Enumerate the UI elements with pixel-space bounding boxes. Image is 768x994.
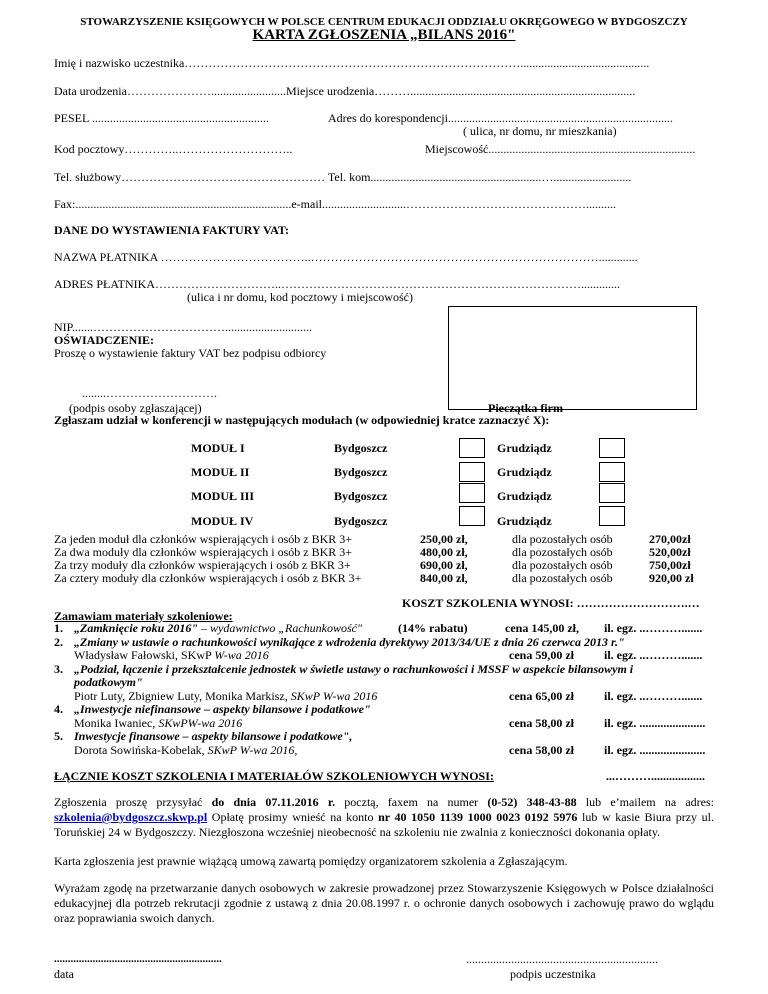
material-price: cena 59,00 zł bbox=[509, 648, 574, 662]
price-other-label: dla pozostałych osób bbox=[512, 532, 613, 546]
material-number: 5. bbox=[54, 729, 63, 743]
payer-address-hint: (ulica i nr domu, kod pocztowy i miejscowość) bbox=[187, 290, 413, 304]
material-number: 4. bbox=[54, 702, 63, 716]
date-line[interactable]: ............................................................. bbox=[54, 953, 222, 965]
price-other: 270,00zł bbox=[649, 532, 691, 546]
material-2-author-line bbox=[74, 648, 269, 662]
material-qty[interactable]: il. egz. ...................... bbox=[604, 716, 706, 730]
material-publisher: W-wa 2016 bbox=[214, 648, 269, 662]
info-text: Opłatę prosimy wnieść na konto bbox=[207, 810, 379, 824]
pesel-field[interactable]: PESEL ........................................................... bbox=[54, 111, 269, 125]
material-qty[interactable]: il. egz. ..………....... bbox=[604, 648, 703, 662]
module-name: MODUŁ I bbox=[191, 441, 245, 455]
material-publisher: SKwP W-wa 2016 bbox=[290, 689, 378, 703]
material-qty[interactable]: il. egz. ..………....... bbox=[604, 621, 703, 635]
material-number: 1. bbox=[54, 621, 63, 635]
fax-email-field[interactable]: Fax:........................................................................e-mail............................……………………………………….......... bbox=[54, 197, 616, 211]
material-author: Monika Iwaniec, bbox=[74, 716, 159, 730]
price-member: 690,00 zł, bbox=[420, 558, 468, 572]
price-label: Za dwa moduły dla członków wspierających i osób z BKR 3+ bbox=[54, 545, 353, 559]
checkbox-module3-bydgoszcz[interactable] bbox=[459, 483, 485, 503]
module-city-grudziadz: Grudziądz bbox=[497, 441, 552, 455]
material-price: cena 58,00 zł bbox=[509, 716, 574, 730]
address-field[interactable]: Adres do korespondencji........................................................................... bbox=[328, 111, 673, 125]
material-qty[interactable]: il. egz. ...................... bbox=[604, 743, 706, 757]
nip-field[interactable]: NIP.......……………………………............................. bbox=[54, 320, 313, 334]
birth-field[interactable]: Data urodzenia………………….........................Miejsce urodzenia………........................................................................... bbox=[54, 84, 636, 98]
checkbox-module4-bydgoszcz[interactable] bbox=[459, 506, 485, 526]
module-name: MODUŁ II bbox=[191, 465, 250, 479]
invoice-heading: DANE DO WYSTAWIENIA FAKTURY VAT: bbox=[54, 223, 289, 237]
material-author: Władysław Fałowski, SKwP bbox=[74, 648, 215, 662]
material-title: „Podział, łączenie i przekształcenie jednostek w świetle ustawy o rachunkowości i MSSF w aspekcie bilansowym i bbox=[74, 662, 634, 676]
bank-account: nr 40 1050 1139 1000 0023 0192 5976 bbox=[378, 810, 578, 824]
material-author: Dorota Sowińska-Kobelak, bbox=[74, 743, 208, 757]
checkbox-module1-bydgoszcz[interactable] bbox=[459, 438, 485, 458]
payer-name-field[interactable]: NAZWA PŁATNIKA ………………………………..………………………………………………………………............. bbox=[54, 250, 638, 264]
material-qty[interactable]: il. egz. ..………....... bbox=[604, 689, 703, 703]
material-publisher: – wydawnictwo „Rachunkowość" bbox=[198, 621, 363, 635]
payer-address-field[interactable]: ADRES PŁATNIKA…………………………..…………………………………………………………………............. bbox=[54, 277, 621, 291]
module-city-grudziadz: Grudziądz bbox=[497, 489, 552, 503]
info-text: pocztą, faxem na numer bbox=[335, 795, 488, 809]
price-other-label: dla pozostałych osób bbox=[512, 558, 613, 572]
material-4-author-line bbox=[74, 716, 242, 730]
applicant-signature-label: (podpis osoby zgłaszającej) bbox=[69, 401, 202, 415]
price-other: 750,00zł bbox=[649, 558, 691, 572]
material-price: cena 145,00 zł, bbox=[505, 621, 579, 635]
material-discount: (14% rabatu) bbox=[398, 621, 468, 635]
module-name: MODUŁ III bbox=[191, 489, 255, 503]
checkbox-module4-grudziadz[interactable] bbox=[599, 506, 625, 526]
material-price: cena 58,00 zł bbox=[509, 743, 574, 757]
statement-text: Proszę o wystawienie faktury VAT bez podpisu odbiorcy bbox=[54, 346, 327, 360]
info-text: lub w kasie Biura przy ul. Toruńskiej 24 w Bydgoszczy. Niezgłoszona wcześniej nieobecność na szkoleniu nie zwalnia z konieczności dokonania opłaty. bbox=[54, 810, 714, 839]
fax-number: (0-52) 348-43-88 bbox=[487, 795, 577, 809]
total-label: ŁĄCZNIE KOSZT SZKOLENIA I MATERIAŁÓW SZKOLENIOWYCH WYNOSI: bbox=[54, 769, 494, 783]
module-city-bydgoszcz: Bydgoszcz bbox=[334, 441, 388, 455]
price-other-label: dla pozostałych osób bbox=[512, 571, 613, 585]
module-city-bydgoszcz: Bydgoszcz bbox=[334, 489, 388, 503]
city-field[interactable]: Miejscowość..................................................................... bbox=[425, 142, 696, 156]
price-other: 920,00 zł bbox=[649, 571, 694, 585]
postal-code-field[interactable]: Kod pocztowy…………..……………………….. bbox=[54, 142, 293, 156]
price-label: Za trzy moduły dla członków wspierających i osób z BKR 3+ bbox=[54, 558, 351, 572]
price-label: Za jeden moduł dla członków wspierających i osób z BKR 3+ bbox=[54, 532, 353, 546]
checkbox-module2-grudziadz[interactable] bbox=[599, 462, 625, 482]
info-text: lub e’mailem na adres: bbox=[576, 795, 715, 809]
modules-intro: Zgłaszam udział w konferencji w następujących modułach (w odpowiedniej kratce zaznaczyć X): bbox=[54, 413, 550, 427]
price-other: 520,00zł bbox=[649, 545, 691, 559]
price-label: Za cztery moduły dla członków wspierających i osób z BKR 3+ bbox=[54, 571, 362, 585]
info-text: Zgłoszenia proszę przysyłać bbox=[54, 795, 212, 809]
phone-field[interactable]: Tel. służbowy…………………………………………… Tel. kom.........................................................….......................... bbox=[54, 170, 632, 184]
total-value[interactable]: ...……….................. bbox=[606, 769, 705, 783]
company-stamp-box[interactable] bbox=[448, 306, 697, 410]
module-city-bydgoszcz: Bydgoszcz bbox=[334, 514, 388, 528]
cost-line[interactable]: KOSZT SZKOLENIA WYNOSI: ……………………….… bbox=[402, 596, 700, 610]
material-5-author-line bbox=[74, 743, 297, 757]
signature-line[interactable]: ................................................................ bbox=[466, 952, 658, 966]
module-city-grudziadz: Grudziądz bbox=[497, 514, 552, 528]
stamp-label: Pieczątka firm bbox=[488, 401, 563, 415]
material-title: Inwestycje finansowe – aspekty bilansowe i podatkowe", bbox=[74, 729, 353, 743]
form-title: KARTA ZGŁOSZENIA „BILANS 2016" bbox=[252, 27, 516, 43]
date-label: data bbox=[54, 967, 74, 981]
name-field[interactable]: Imię i nazwisko uczestnika…………………………………………………………………………........................................... bbox=[54, 56, 650, 70]
price-member: 480,00 zł, bbox=[420, 545, 468, 559]
material-number: 2. bbox=[54, 635, 63, 649]
material-price: cena 65,00 zł bbox=[509, 689, 574, 703]
price-member: 840,00 zł, bbox=[420, 571, 468, 585]
signature-label: podpis uczestnika bbox=[510, 967, 596, 981]
material-title: „Zmiany w ustawie o rachunkowości wynikające z wdrożenia dyrektywy 2013/34/UE z dnia 26 czerwca 2013 r." bbox=[74, 635, 625, 649]
material-number: 3. bbox=[54, 662, 63, 676]
material-publisher: SKwPW-wa 2016 bbox=[158, 716, 243, 730]
module-city-grudziadz: Grudziądz bbox=[497, 465, 552, 479]
material-publisher: SKwP W-wa 2016, bbox=[207, 743, 298, 757]
price-other-label: dla pozostałych osób bbox=[512, 545, 613, 559]
statement-heading: OŚWIADCZENIE: bbox=[54, 333, 155, 347]
checkbox-module1-grudziadz[interactable] bbox=[599, 438, 625, 458]
deadline: do dnia 07.11.2016 r. bbox=[211, 795, 336, 809]
materials-heading: Zamawiam materiały szkoleniowe: bbox=[54, 609, 233, 623]
material-title: „Inwestycje niefinansowe – aspekty bilansowe i podatkowe" bbox=[74, 702, 371, 716]
module-city-bydgoszcz: Bydgoszcz bbox=[334, 465, 388, 479]
address-hint: ( ulica, nr domu, nr mieszkania) bbox=[463, 124, 617, 138]
material-1-title-line bbox=[74, 621, 362, 635]
material-title: „Zamknięcie roku 2016" bbox=[74, 621, 198, 635]
module-name: MODUŁ IV bbox=[191, 514, 254, 528]
applicant-signature-line[interactable]: ........………………………. bbox=[82, 386, 217, 400]
email-link[interactable]: szkolenia@bydgoszcz.skwp.pl bbox=[54, 810, 208, 824]
data-consent: Wyrażam zgodę na przetwarzanie danych osobowych w zakresie prowadzonej przez Stowarzyszenie Księgowych w Polsce działalności edukacyjnej dla potrzeb rekrutacji zgodnie z ustawą z dnia 20.08.1997 r. o ochronie danych osobowych i zachowuję prawo do wglądu oraz poprawiania swoich danych. bbox=[54, 881, 714, 925]
price-member: 250,00 zł, bbox=[420, 532, 468, 546]
binding-agreement: Karta zgłoszenia jest prawnie wiążącą umową zawartą pomiędzy organizatorem szkolenia a Zgłaszającym. bbox=[54, 854, 568, 868]
material-title-cont: podatkowym" bbox=[74, 675, 143, 689]
organization-header: STOWARZYSZENIE KSIĘGOWYCH W POLSCE CENTRUM EDUKACJI ODDZIAŁU OKRĘGOWEGO W BYDGOSZCZY bbox=[80, 16, 688, 28]
material-author: Piotr Luty, Zbigniew Luty, Monika Markisz, bbox=[74, 689, 291, 703]
checkbox-module2-bydgoszcz[interactable] bbox=[459, 462, 485, 482]
submission-info bbox=[54, 795, 714, 840]
material-3-author-line bbox=[74, 689, 377, 703]
checkbox-module3-grudziadz[interactable] bbox=[599, 483, 625, 503]
